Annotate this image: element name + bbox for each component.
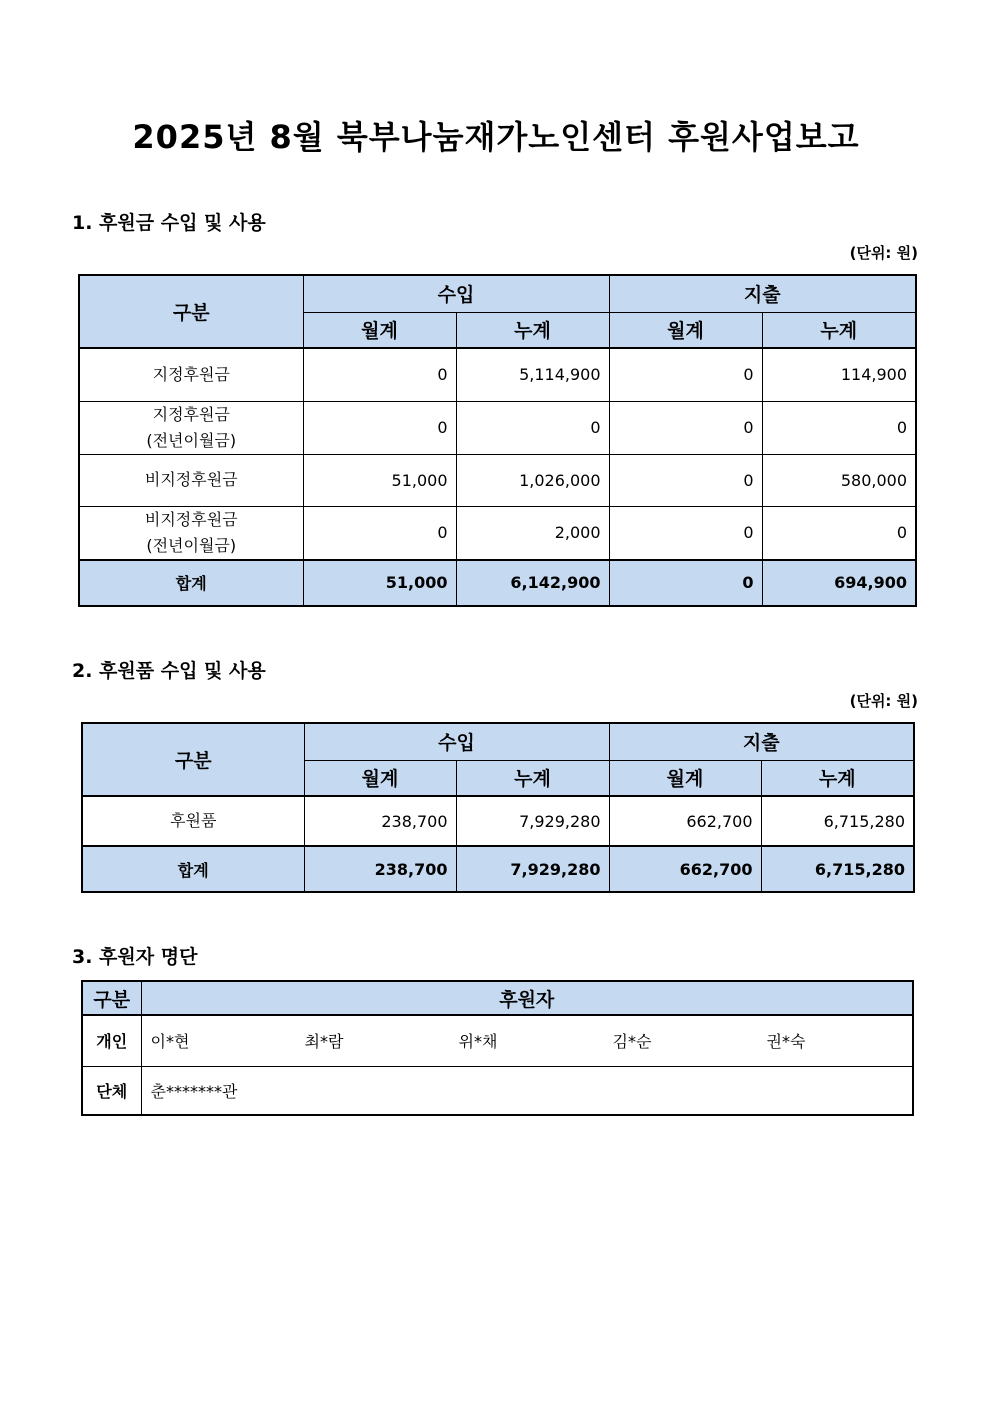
income-monthly: 0 (303, 401, 456, 454)
header-expense-cumulative: 누계 (761, 760, 914, 796)
row-label: 후원품 (82, 796, 304, 846)
donation-money-table (78, 274, 917, 607)
income-cumulative: 7,929,280 (456, 796, 609, 846)
row-label: 지정후원금 (79, 348, 303, 401)
donor-name: 권*숙 (766, 1032, 806, 1052)
income-monthly: 0 (303, 348, 456, 401)
section1-heading: 1. 후원금 수입 및 사용 (72, 212, 266, 234)
total-expense-cumulative: 694,900 (762, 560, 916, 606)
expense-monthly: 0 (609, 348, 762, 401)
header-income-cumulative: 누계 (456, 312, 609, 348)
section3-heading: 3. 후원자 명단 (72, 946, 198, 968)
donor-name: 최*람 (304, 1032, 344, 1052)
header-income: 수입 (303, 275, 609, 312)
expense-cumulative: 580,000 (762, 454, 916, 506)
donation-goods-table (81, 722, 915, 893)
total-row (79, 560, 916, 606)
table-row (82, 796, 914, 846)
income-cumulative: 5,114,900 (456, 348, 609, 401)
expense-cumulative: 0 (762, 506, 916, 560)
expense-monthly: 0 (609, 454, 762, 506)
table-row (79, 401, 916, 454)
donor-name: 김*순 (612, 1032, 652, 1052)
total-income-cumulative: 7,929,280 (456, 846, 609, 892)
expense-monthly: 0 (609, 506, 762, 560)
page-title: 2025년 8월 북부나눔재가노인센터 후원사업보고 (132, 118, 860, 156)
income-monthly: 51,000 (303, 454, 456, 506)
table-row (79, 506, 916, 560)
individual-names (141, 1015, 913, 1066)
total-income-monthly: 51,000 (303, 560, 456, 606)
group-row (82, 1066, 913, 1115)
donor-header-category: 구분 (82, 981, 141, 1015)
expense-cumulative: 114,900 (762, 348, 916, 401)
expense-cumulative: 6,715,280 (761, 796, 914, 846)
section2-unit: (단위: 원) (849, 692, 918, 710)
header-expense: 지출 (609, 275, 916, 312)
header-expense-monthly: 월계 (609, 760, 761, 796)
group-label: 단체 (82, 1066, 141, 1115)
income-monthly: 0 (303, 506, 456, 560)
individual-row (82, 1015, 913, 1066)
income-cumulative: 1,026,000 (456, 454, 609, 506)
total-label: 합계 (79, 560, 303, 606)
row-label: 비지정후원금 (79, 454, 303, 506)
header-expense-cumulative: 누계 (762, 312, 916, 348)
income-monthly: 238,700 (304, 796, 456, 846)
header-income-monthly: 월계 (304, 760, 456, 796)
income-cumulative: 0 (456, 401, 609, 454)
donor-name: 위*채 (458, 1032, 498, 1052)
donor-list-table (81, 980, 914, 1116)
donor-name: 이*현 (150, 1032, 190, 1052)
header-category: 구분 (82, 723, 304, 796)
expense-cumulative: 0 (762, 401, 916, 454)
section1-unit: (단위: 원) (849, 244, 918, 262)
expense-monthly: 662,700 (609, 796, 761, 846)
total-row (82, 846, 914, 892)
income-cumulative: 2,000 (456, 506, 609, 560)
header-income: 수입 (304, 723, 609, 760)
section2-heading: 2. 후원품 수입 및 사용 (72, 660, 266, 682)
header-category: 구분 (79, 275, 303, 348)
donor-header-donors: 후원자 (141, 981, 913, 1015)
row-label: 지정후원금 (전년이월금) (79, 401, 303, 454)
header-income-cumulative: 누계 (456, 760, 609, 796)
total-expense-cumulative: 6,715,280 (761, 846, 914, 892)
header-expense: 지출 (609, 723, 914, 760)
total-label: 합계 (82, 846, 304, 892)
total-income-monthly: 238,700 (304, 846, 456, 892)
header-income-monthly: 월계 (303, 312, 456, 348)
donor-name: 춘*******관 (150, 1081, 238, 1101)
total-income-cumulative: 6,142,900 (456, 560, 609, 606)
individual-label: 개인 (82, 1015, 141, 1066)
expense-monthly: 0 (609, 401, 762, 454)
header-expense-monthly: 월계 (609, 312, 762, 348)
row-label: 비지정후원금 (전년이월금) (79, 506, 303, 560)
table-row (79, 454, 916, 506)
total-expense-monthly: 662,700 (609, 846, 761, 892)
group-names (141, 1066, 913, 1115)
table-row (79, 348, 916, 401)
total-expense-monthly: 0 (609, 560, 762, 606)
